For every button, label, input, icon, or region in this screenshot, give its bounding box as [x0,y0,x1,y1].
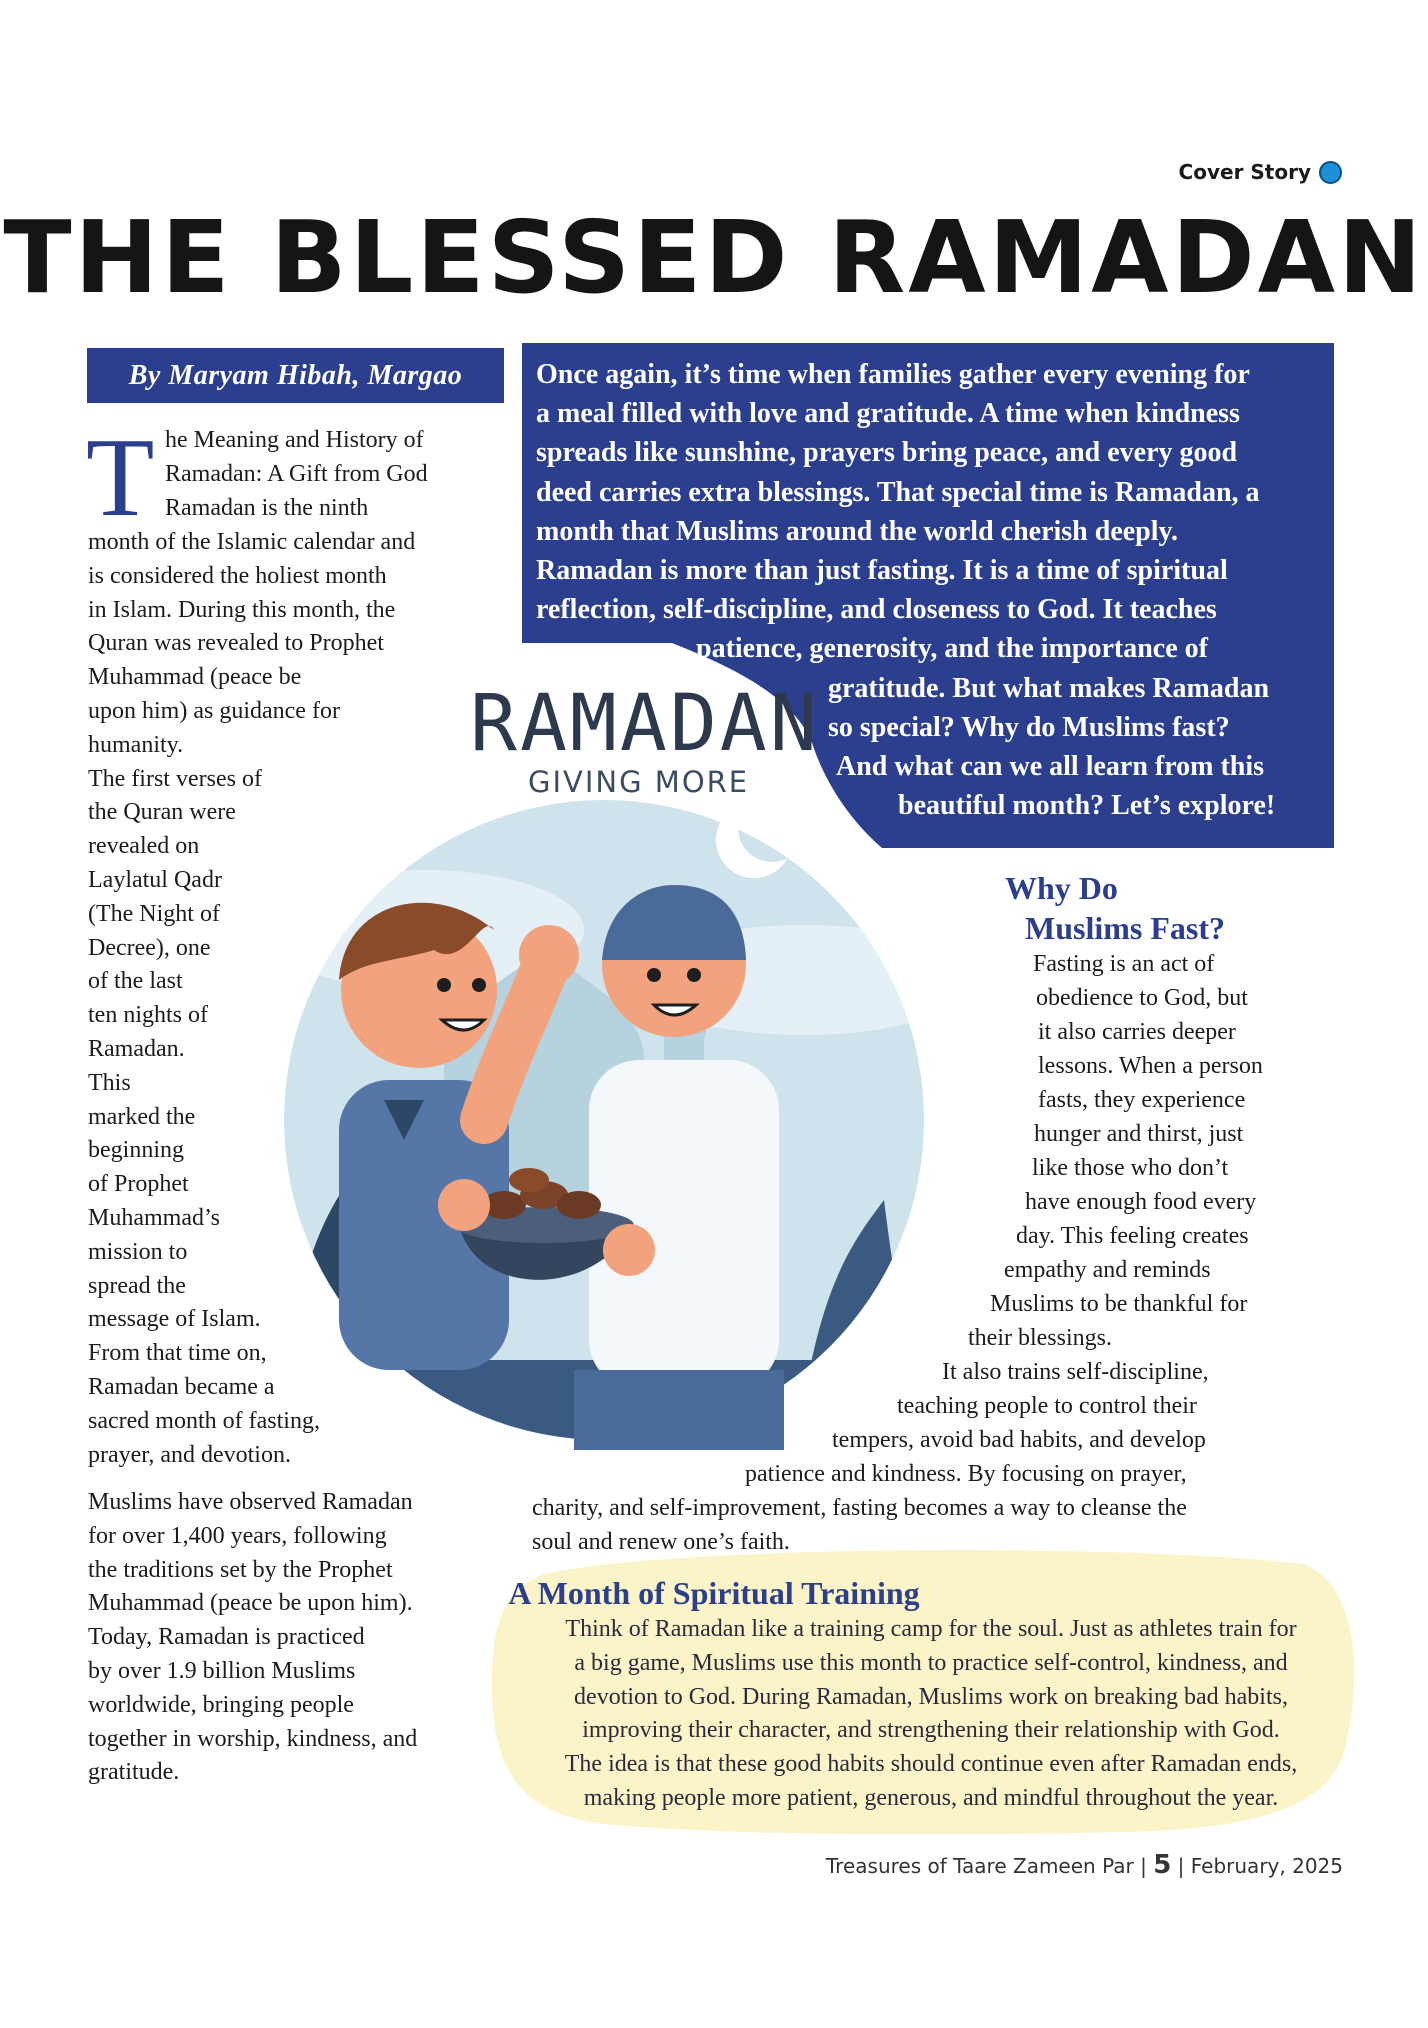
text-line: Ramadan became a [88,1373,275,1400]
text-line: fasts, they experience [1038,1087,1246,1113]
text-line: in Islam. During this month, the [88,596,396,623]
text-line: hunger and thirst, just [1034,1121,1244,1147]
text-line: Ramadan. [88,1035,185,1062]
text-line: like those who don’t [1032,1155,1229,1181]
page-title: THE BLESSED RAMADAN [3,199,1425,316]
text-line: day. This feeling creates [1016,1223,1249,1249]
text-line: Laylatul Qadr [88,866,222,893]
text-line: gratitude. [88,1759,180,1786]
text-line: spread the [88,1272,186,1299]
text-line: of the last [88,968,183,995]
intro-line: deed carries extra blessings. That special time is Ramadan, a [536,476,1260,508]
text-line: mission to [88,1238,188,1265]
text-line: for over 1,400 years, following [88,1522,387,1549]
intro-line: month that Muslims around the world cherish deeply. [536,515,1178,547]
text-line: upon him) as guidance for [88,697,340,724]
text-line: Decree), one [88,934,211,961]
intro-line: patience, generosity, and the importance of [696,633,1208,665]
text-line: by over 1.9 billion Muslims [88,1657,356,1684]
text-line: teaching people to control their [897,1393,1197,1419]
text-line: humanity. [88,731,184,758]
text-line: he Meaning and History of [165,427,424,453]
intro-line: spreads like sunshine, prayers bring peace, and every good [536,437,1238,469]
intro-line: Ramadan is more than just fasting. It is a time of spiritual [536,555,1228,587]
section-label-text: Cover Story [1178,160,1311,184]
text-line: revealed on [88,833,200,860]
intro-line: a meal filled with love and gratitude. A time when kindness [536,398,1240,430]
text-line: tempers, avoid bad habits, and develop [832,1427,1206,1453]
text-line: together in worship, kindness, and [88,1725,418,1752]
left-column-end [88,1486,417,1790]
text-line: message of Islam. [88,1306,261,1333]
text-line: Muhammad (peace be [88,664,302,691]
text-line: their blessings. [968,1325,1112,1351]
text-line: The idea is that these good habits should continue even after Ramadan ends, [564,1751,1298,1778]
text-line: (The Night of [88,900,220,927]
drop-cap: T [86,416,155,540]
text-line: It also trains self-discipline, [942,1359,1209,1385]
text-line: a big game, Muslims use this month to practice self-control, kindness, and [574,1649,1288,1676]
text-line: worldwide, bringing people [88,1691,354,1718]
text-line: lessons. When a person [1038,1053,1263,1079]
intro-line: reflection, self-discipline, and closeness to God. It teaches [536,594,1217,626]
text-line: it also carries deeper [1038,1019,1236,1045]
text-line: obedience to God, but [1036,985,1248,1011]
why-fast-heading-line-1: Why Do [1005,870,1118,906]
text-line: improving their character, and strengthening their relationship with God. [582,1717,1280,1744]
section-dot-icon [1319,161,1342,184]
text-line: Muslims have observed Ramadan [88,1489,413,1515]
intro-line: gratitude. But what makes Ramadan [828,672,1270,704]
footer-publication: Treasures of Taare Zameen Par [825,1854,1134,1878]
text-line: beginning [88,1137,184,1164]
why-fast-heading-line-2: Muslims Fast? [1025,910,1225,946]
illustration-tagline: GIVING MORE [528,765,750,799]
intro-line: And what can we all learn from this [836,751,1265,783]
text-line: Fasting is an act of [1033,951,1215,977]
text-line: patience and kindness. By focusing on prayer, [745,1461,1187,1487]
training-heading: A Month of Spiritual Training [508,1575,920,1611]
text-line: ten nights of [88,1002,208,1029]
text-line: marked the [88,1103,196,1130]
text-line: Muslims to be thankful for [990,1291,1248,1317]
intro-line: beautiful month? Let’s explore! [898,790,1276,822]
left-column-body [88,526,415,1472]
illustration-title: RAMADAN [470,679,820,769]
text-line: charity, and self-improvement, fasting becomes a way to cleanse the [532,1495,1187,1521]
footer-separator: | [1140,1854,1147,1878]
text-line: month of the Islamic calendar and [88,529,416,555]
text-line: Quran was revealed to Prophet [88,630,384,657]
text-line: sacred month of fasting, [88,1407,320,1434]
text-line: of Prophet [88,1171,189,1198]
text-line: Muhammad’s [88,1204,220,1231]
text-line: devotion to God. During Ramadan, Muslims work on breaking bad habits, [574,1683,1288,1710]
text-line: Muhammad (peace be upon him). [88,1590,413,1617]
text-line: This [88,1069,131,1096]
text-line: soul and renew one’s faith. [532,1529,790,1555]
text-line: From that time on, [88,1340,267,1367]
text-line: the traditions set by the Prophet [88,1556,393,1583]
text-line: making people more patient, generous, and mindful throughout the year. [583,1784,1279,1811]
text-line: have enough food every [1025,1189,1257,1215]
text-line: The first verses of [88,765,262,792]
training-body [520,1613,1342,1816]
footer-separator: | [1177,1854,1185,1878]
intro-line: so special? Why do Muslims fast? [828,711,1230,743]
text-line: is considered the holiest month [88,562,387,589]
text-line: prayer, and devotion. [88,1441,291,1468]
footer-page-number: 5 [1153,1850,1172,1880]
text-line: Today, Ramadan is practiced [88,1624,365,1651]
left-column-intro [165,424,428,525]
text-line: Think of Ramadan like a training camp for the soul. Just as athletes train for [565,1616,1297,1642]
text-line: the Quran were [88,799,236,826]
footer-date: February, 2025 [1190,1854,1343,1878]
section-label [1179,160,1342,184]
text-line: Ramadan: A Gift from God [165,460,428,487]
byline: By Maryam Hibah, Margao [87,348,504,403]
text-line: empathy and reminds [1004,1257,1211,1283]
text-line: Ramadan is the ninth [165,494,369,521]
page-footer [826,1850,1343,1880]
intro-line: Once again, it’s time when families gather every evening for [536,359,1250,390]
